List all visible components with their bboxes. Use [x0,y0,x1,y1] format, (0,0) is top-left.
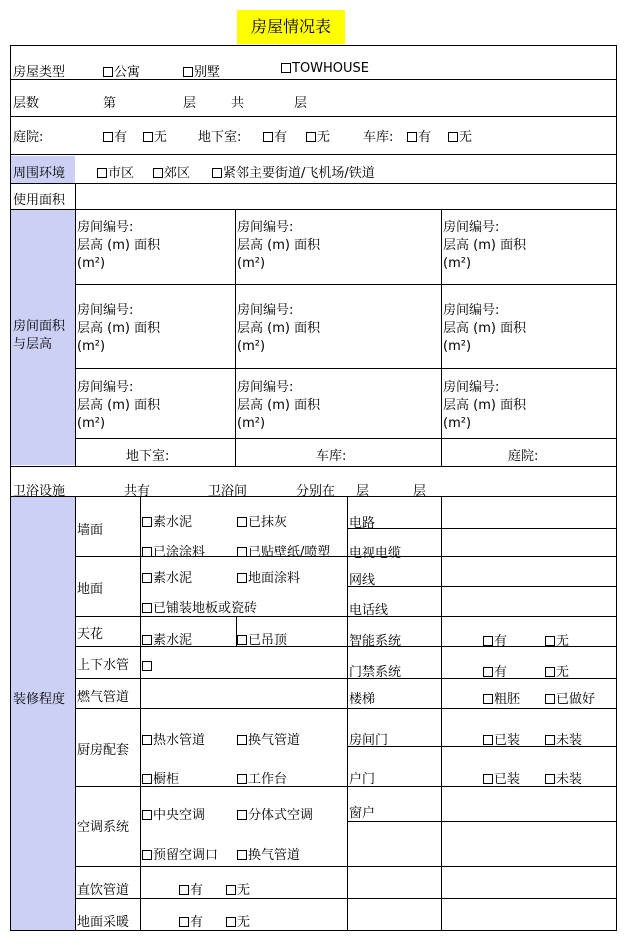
checkbox-icon [103,67,113,77]
checkbox-icon [183,67,193,77]
checkbox-icon [179,917,189,927]
gas-label: 燃气管道 [77,690,130,705]
checkbox-icon [226,885,236,895]
room-cell: 房间编号: 层高 (m) 面积 (m²) [237,380,321,431]
checkbox-icon [237,810,247,820]
smart-no[interactable]: 无 [545,630,569,649]
room-cell: 房间编号: 层高 (m) 面积 (m²) [443,380,527,431]
ceiling-option-1[interactable]: 素水泥 [142,629,192,648]
rooms-label: 房间面积 与层高 [13,319,66,352]
house-info-form [10,45,617,931]
checkbox-icon [237,774,247,784]
stairs-label: 楼梯 [349,692,376,707]
wall-label: 墙面 [77,523,104,538]
checkbox-icon [407,132,417,142]
heating-yes[interactable]: 有 [179,911,203,930]
checkbox-icon [483,774,493,784]
ac-label: 空调系统 [77,820,130,835]
stairs-finished[interactable]: 已做好 [545,688,595,707]
checkbox-icon [142,547,152,557]
ac-option-4[interactable]: 换气管道 [237,844,300,863]
ac-option-2[interactable]: 分体式空调 [237,804,313,823]
plumbing-label: 上下水管 [77,658,130,673]
room-cell: 房间编号: 层高 (m) 面积 (m²) [443,220,527,271]
entry-door-installed[interactable]: 已装 [483,768,520,787]
window-label: 窗户 [349,806,376,821]
checkbox-icon [143,132,153,142]
checkbox-icon [483,636,493,646]
smart-system-label: 智能系统 [349,634,402,649]
checkbox-icon [97,168,107,178]
smart-yes[interactable]: 有 [483,630,507,649]
checkbox-icon [237,517,247,527]
ceiling-option-2[interactable]: 已吊顶 [237,629,287,648]
checkbox-icon [281,63,291,73]
circuit-label: 电路 [349,516,376,531]
tv-cable-label: 电视电缆 [349,546,402,561]
checkbox-icon [153,168,163,178]
access-system-label: 门禁系统 [349,665,402,680]
checkbox-icon [142,735,152,745]
kitchen-option-1[interactable]: 热水管道 [142,729,205,748]
wall-option-2[interactable]: 已抹灰 [237,511,287,530]
checkbox-icon [545,694,555,704]
checkbox-icon [142,573,152,583]
bath-text-2: 卫浴间 [208,484,248,499]
checkbox-icon [545,735,555,745]
room-door-label: 房间门 [349,733,389,748]
usage-area-label: 使用面积 [13,193,66,208]
heating-no[interactable]: 无 [226,911,250,930]
checkbox-icon [483,735,493,745]
bath-text-4: 层 [356,484,370,499]
checkbox-icon [142,774,152,784]
checkbox-icon [179,885,189,895]
room-cell: 房间编号: 层高 (m) 面积 (m²) [77,380,161,431]
floors-text-3: 共 [231,96,245,111]
checkbox-icon [142,517,152,527]
room-cell: 房间编号: 层高 (m) 面积 (m²) [237,220,321,271]
room-cell: 房间编号: 层高 (m) 面积 (m²) [77,303,161,354]
option-villa[interactable]: 别墅 [183,61,220,80]
page-title: 房屋情况表 [237,10,345,44]
option-apartment[interactable]: 公寓 [103,61,140,80]
checkbox-icon [483,667,493,677]
checkbox-icon [142,810,152,820]
floors-text-4: 层 [294,96,308,111]
floor-option-2[interactable]: 地面涂料 [237,567,300,586]
checkbox-icon [237,573,247,583]
wall-option-4[interactable]: 已贴壁纸/喷塑 [237,541,330,560]
wall-option-3[interactable]: 已涂涂料 [142,541,205,560]
kitchen-option-2[interactable]: 换气管道 [237,729,300,748]
garage-no[interactable]: 无 [448,126,472,145]
basement-yes[interactable]: 有 [263,126,287,145]
kitchen-option-4[interactable]: 工作台 [237,768,287,787]
network-label: 网线 [349,573,376,588]
stairs-rough[interactable]: 粗胚 [483,688,520,707]
option-townhouse[interactable]: TOWHOUSE [281,61,369,76]
ac-option-3[interactable]: 预留空调口 [142,844,218,863]
kitchen-label: 厨房配套 [77,743,130,758]
plumbing-checkbox[interactable] [142,659,153,674]
kitchen-option-3[interactable]: 橱柜 [142,768,179,787]
checkbox-icon [448,132,458,142]
checkbox-icon [263,132,273,142]
checkbox-icon [545,774,555,784]
env-option-suburb[interactable]: 郊区 [153,162,190,181]
garage-label: 车库: [363,130,394,145]
room-cell: 房间编号: 层高 (m) 面积 (m²) [237,303,321,354]
bath-text-3: 分别在 [296,484,336,499]
floor-option-1[interactable]: 素水泥 [142,567,192,586]
decoration-label-bg [11,496,75,930]
room-cell: 房间编号: 层高 (m) 面积 (m²) [77,220,161,271]
access-no[interactable]: 无 [545,661,569,680]
floor-label: 地面 [77,582,104,597]
yard-no[interactable]: 无 [143,126,167,145]
floors-text-2: 层 [183,96,197,111]
basement-no[interactable]: 无 [306,126,330,145]
checkbox-icon [226,917,236,927]
water-label: 直饮管道 [77,883,130,898]
floor-option-3[interactable]: 已铺装地板或瓷砖 [142,597,257,616]
rooms-garage-label: 车库: [316,449,347,464]
entry-door-label: 户门 [349,772,376,787]
checkbox-icon [545,667,555,677]
checkbox-icon [237,735,247,745]
room-door-installed[interactable]: 已装 [483,729,520,748]
yard-yes[interactable]: 有 [103,126,127,145]
checkbox-icon [237,850,247,860]
bath-text-1: 共有 [124,484,151,499]
checkbox-icon [142,661,152,671]
rooms-yard-label: 庭院: [508,449,539,464]
room-door-not-installed[interactable]: 未装 [545,729,582,748]
checkbox-icon [142,603,152,613]
wall-option-1[interactable]: 素水泥 [142,511,192,530]
environment-label: 周围环境 [13,166,66,181]
entry-door-not-installed[interactable]: 未装 [545,768,582,787]
ac-option-1[interactable]: 中央空调 [142,804,205,823]
heating-label: 地面采暖 [77,915,130,930]
phone-line-label: 电话线 [349,603,389,618]
decoration-label: 装修程度 [13,692,66,707]
checkbox-icon [103,132,113,142]
water-yes[interactable]: 有 [179,879,203,898]
access-yes[interactable]: 有 [483,661,507,680]
house-type-label: 房屋类型 [13,65,66,80]
env-option-urban[interactable]: 市区 [97,162,134,181]
checkbox-icon [237,635,247,645]
checkbox-icon [545,636,555,646]
env-option-near-traffic[interactable]: 紧邻主要街道/飞机场/铁道 [212,162,375,181]
bath-text-5: 层 [413,484,427,499]
floors-label: 层数 [13,96,40,111]
yard-label: 庭院: [13,130,44,145]
water-no[interactable]: 无 [226,879,250,898]
checkbox-icon [237,547,247,557]
garage-yes[interactable]: 有 [407,126,431,145]
floors-text-1: 第 [103,96,117,111]
checkbox-icon [483,694,493,704]
rooms-basement-label: 地下室: [126,449,170,464]
bath-label: 卫浴设施 [13,484,66,499]
room-cell: 房间编号: 层高 (m) 面积 (m²) [443,303,527,354]
ceiling-label: 天花 [77,627,104,642]
checkbox-icon [306,132,316,142]
basement-label: 地下室: [198,130,242,145]
checkbox-icon [212,168,222,178]
checkbox-icon [142,850,152,860]
checkbox-icon [142,635,152,645]
